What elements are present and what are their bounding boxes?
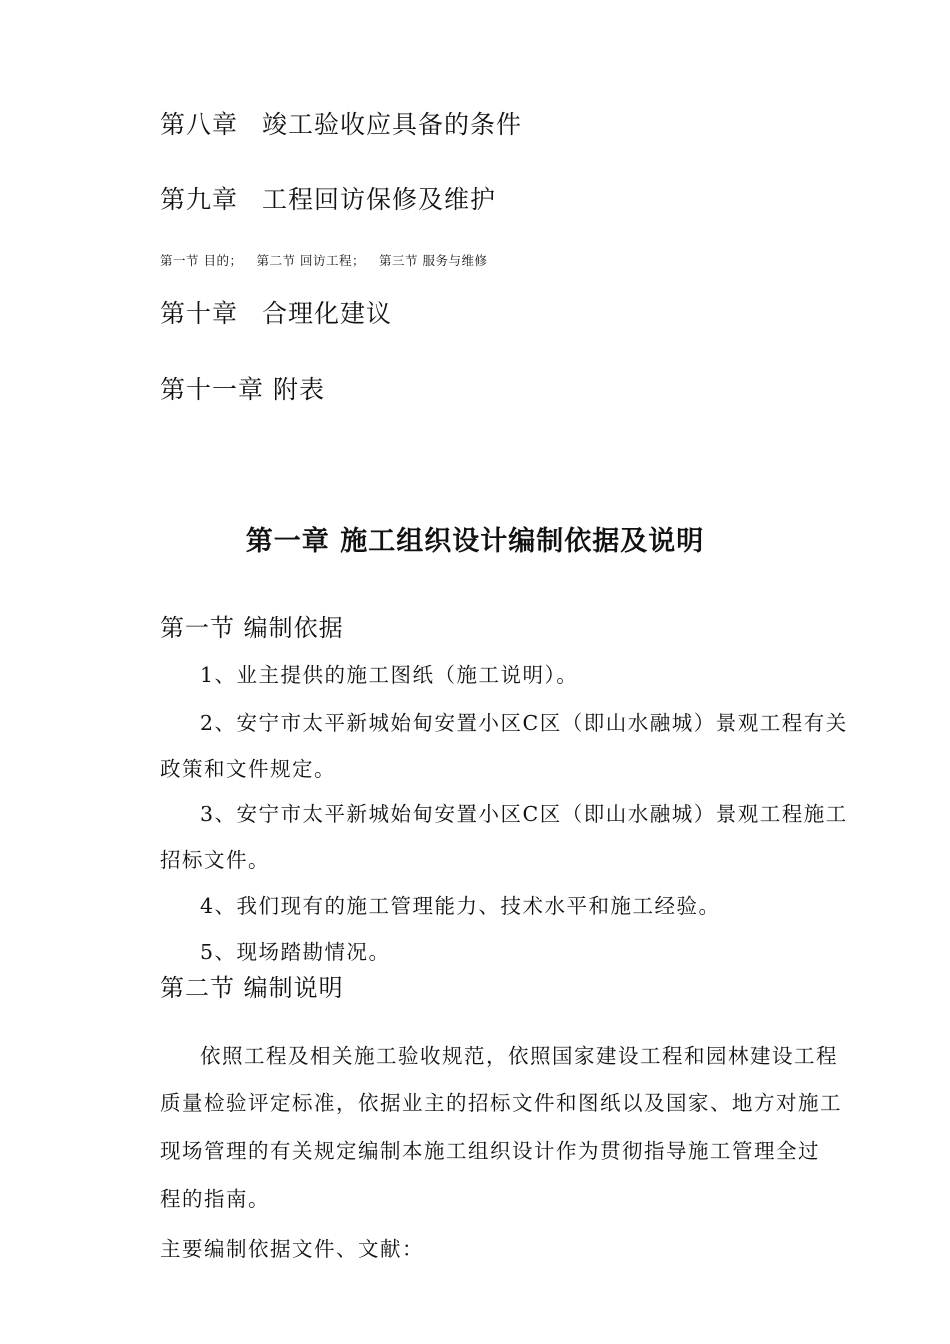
section-heading: 第二节 编制说明: [160, 974, 344, 1002]
toc-chapter-9: [160, 180, 496, 216]
toc-chapter-10: [160, 294, 392, 330]
main-docs-label: 主要编制依据文件、文献：: [160, 1237, 424, 1261]
basis-item: 3、安宁市太平新城始甸安置小区C区（即山水融城）景观工程施工: [200, 802, 848, 826]
section-heading: 第一节 编制依据: [160, 614, 344, 642]
basis-item: 4、我们现有的施工管理能力、技术水平和施工经验。: [200, 894, 721, 918]
basis-item: 1、业主提供的施工图纸（施工说明）。: [200, 663, 579, 687]
basis-item: 5、现场踏勘情况。: [200, 940, 391, 964]
toc-chapter-number: 第十章: [160, 299, 239, 328]
toc-section: 第一节 目的；: [160, 253, 243, 268]
toc-chapter-title: 竣工验收应具备的条件: [262, 110, 523, 139]
toc-chapter-title: 工程回访保修及维护: [262, 185, 497, 214]
toc-chapter-9-sections: [160, 251, 501, 269]
description-line: 质量检验评定标准，依据业主的招标文件和图纸以及国家、地方对施工: [160, 1091, 842, 1115]
toc-chapter-number: 第九章: [160, 185, 239, 214]
description-line: 现场管理的有关规定编制本施工组织设计作为贯彻指导施工管理全过: [160, 1139, 820, 1163]
toc-chapter-title: 合理化建议: [262, 299, 393, 328]
basis-item-continued: 招标文件。: [160, 848, 270, 872]
toc-chapter-number: 第八章: [160, 110, 239, 139]
toc-chapter-8: [160, 105, 522, 141]
toc-section: 第二节 回访工程；: [256, 253, 365, 268]
basis-item-continued: 政策和文件规定。: [160, 757, 336, 781]
chapter-title: 第一章 施工组织设计编制依据及说明: [245, 526, 705, 557]
basis-item: 2、安宁市太平新城始甸安置小区C区（即山水融城）景观工程有关: [200, 711, 848, 735]
toc-section: 第三节 服务与维修: [378, 253, 488, 268]
description-line: 依照工程及相关施工验收规范，依照国家建设工程和园林建设工程: [200, 1044, 838, 1068]
toc-chapter-11: 第十一章 附表: [160, 375, 325, 404]
description-line: 程的指南。: [160, 1187, 270, 1211]
